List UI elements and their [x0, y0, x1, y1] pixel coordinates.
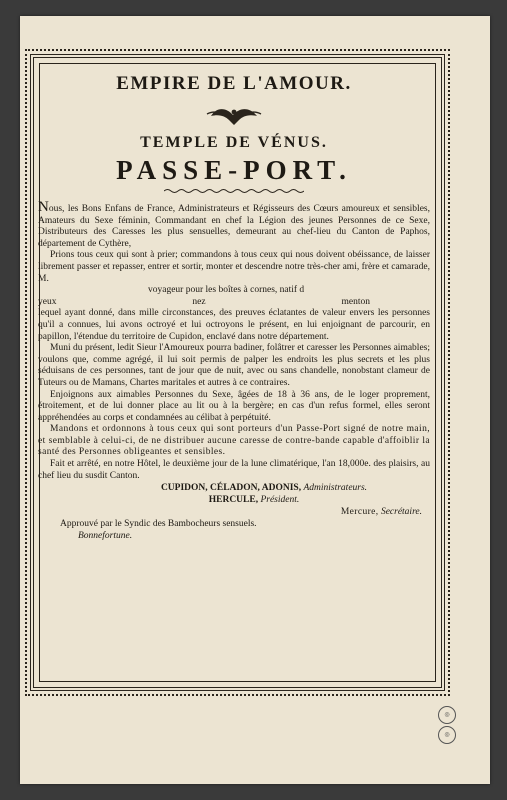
field-yeux: yeux — [38, 296, 57, 307]
signature-secretary: Mercure, — [340, 507, 379, 518]
paragraph-voyageur: voyageur pour les boîtes à cornes, natif d — [148, 285, 305, 296]
paragraph-lequel: lequel ayant donné, dans mille circonstances, des preuves éclatantes de valeur envers les personnes qu'il a connues, lui avons octroyé et lui octroyons le présent, en lui enjoignant de parcourir, en papillon, l'étendue du territoire de Cupidon, enclavé dans notre département. — [38, 308, 430, 342]
document-body — [38, 199, 430, 482]
paragraph-enjoignons: Enjoignons aux aimables Personnes du Sexe, âgées de 18 à 36 ans, de le loger proprement, étroitement, et de lui donner place au lit ou à la bergère; en cas d'un refus formel, elles seront appréhendées au corps et condamnées au célibat à perpétuité. — [38, 389, 430, 423]
library-stamp-icon: ◎ — [438, 706, 456, 724]
document-title: EMPIRE DE L'AMOUR. — [116, 73, 352, 94]
signature-president: HERCULE, — [208, 495, 259, 506]
document-subtitle: TEMPLE DE VÉNUS. — [140, 134, 328, 151]
field-nez: nez — [192, 296, 206, 307]
ornamental-rule — [164, 188, 304, 194]
passport-document — [38, 72, 430, 542]
signature-secretary-role: Secrétaire. — [380, 507, 422, 518]
paragraph-prions: Prions tous ceux qui sont à prier; commandons à tous ceux qui nous doivent obéissance, de laisser librement passer et repasser, entrer et sortir, monter et descendre notre très-cher ami, frère et camarade, M. — [38, 250, 430, 284]
signatures — [38, 482, 430, 542]
paragraph-mandons: Mandons et ordonnons à tous ceux qui sont porteurs d'un Passe-Port signé de notre main, et semblable à celui-ci, de ne distribuer aucune caresse de contre-bande capable d'affoiblir la santé des Personnes obligeantes et sensibles. — [38, 424, 430, 458]
paragraph-fait: Fait et arrêté, en notre Hôtel, le deuxième jour de la lune climatérique, l'an 18,000e. des plaisirs, au chef lieu du susdit Canton. — [38, 459, 430, 481]
field-menton: menton — [341, 296, 370, 307]
paragraph-preamble: Nous, les Bons Enfans de France, Administrateurs et Régisseurs des Cœurs amoureux et sensibles, Amateurs du Sexe féminin, Commandant en chef la Légion des jeunes Personnes de ce Sexe, Distributeurs des Caresses les plus sensuelles, demeurant au chef-lieu du Canton de Paphos, département de Cythère, — [38, 199, 430, 249]
approval-line: Approuvé par le Syndic des Bambocheurs sensuels. — [60, 519, 257, 530]
paragraph-muni: Muni du présent, ledit Sieur l'Amoureux pourra badiner, folâtrer et caresser les Personnes aimables; voulons que, comme agrégé, il lui soit permis de palper les endroits les plus secrets et les plus séduisans de ces personnes, tant de jour que de nuit, avec ou sans chandelle, nonobstant clameur de Tuteurs ou de Mamans, Chartes maritales et autres à ce contraires. — [38, 343, 430, 388]
document-heading: PASSE-PORT. — [116, 155, 352, 185]
signature-administrators-role: Administrateurs. — [303, 483, 368, 494]
drop-cap: N — [38, 199, 49, 215]
signature-president-role: Président. — [260, 495, 300, 506]
doves-emblem-icon — [203, 102, 265, 128]
library-stamp-icon: ◎ — [438, 726, 456, 744]
physical-description-fields — [38, 297, 430, 309]
approval-signature: Bonnefortune. — [78, 531, 133, 542]
signature-administrators: CUPIDON, CÉLADON, ADONIS, — [160, 483, 302, 494]
